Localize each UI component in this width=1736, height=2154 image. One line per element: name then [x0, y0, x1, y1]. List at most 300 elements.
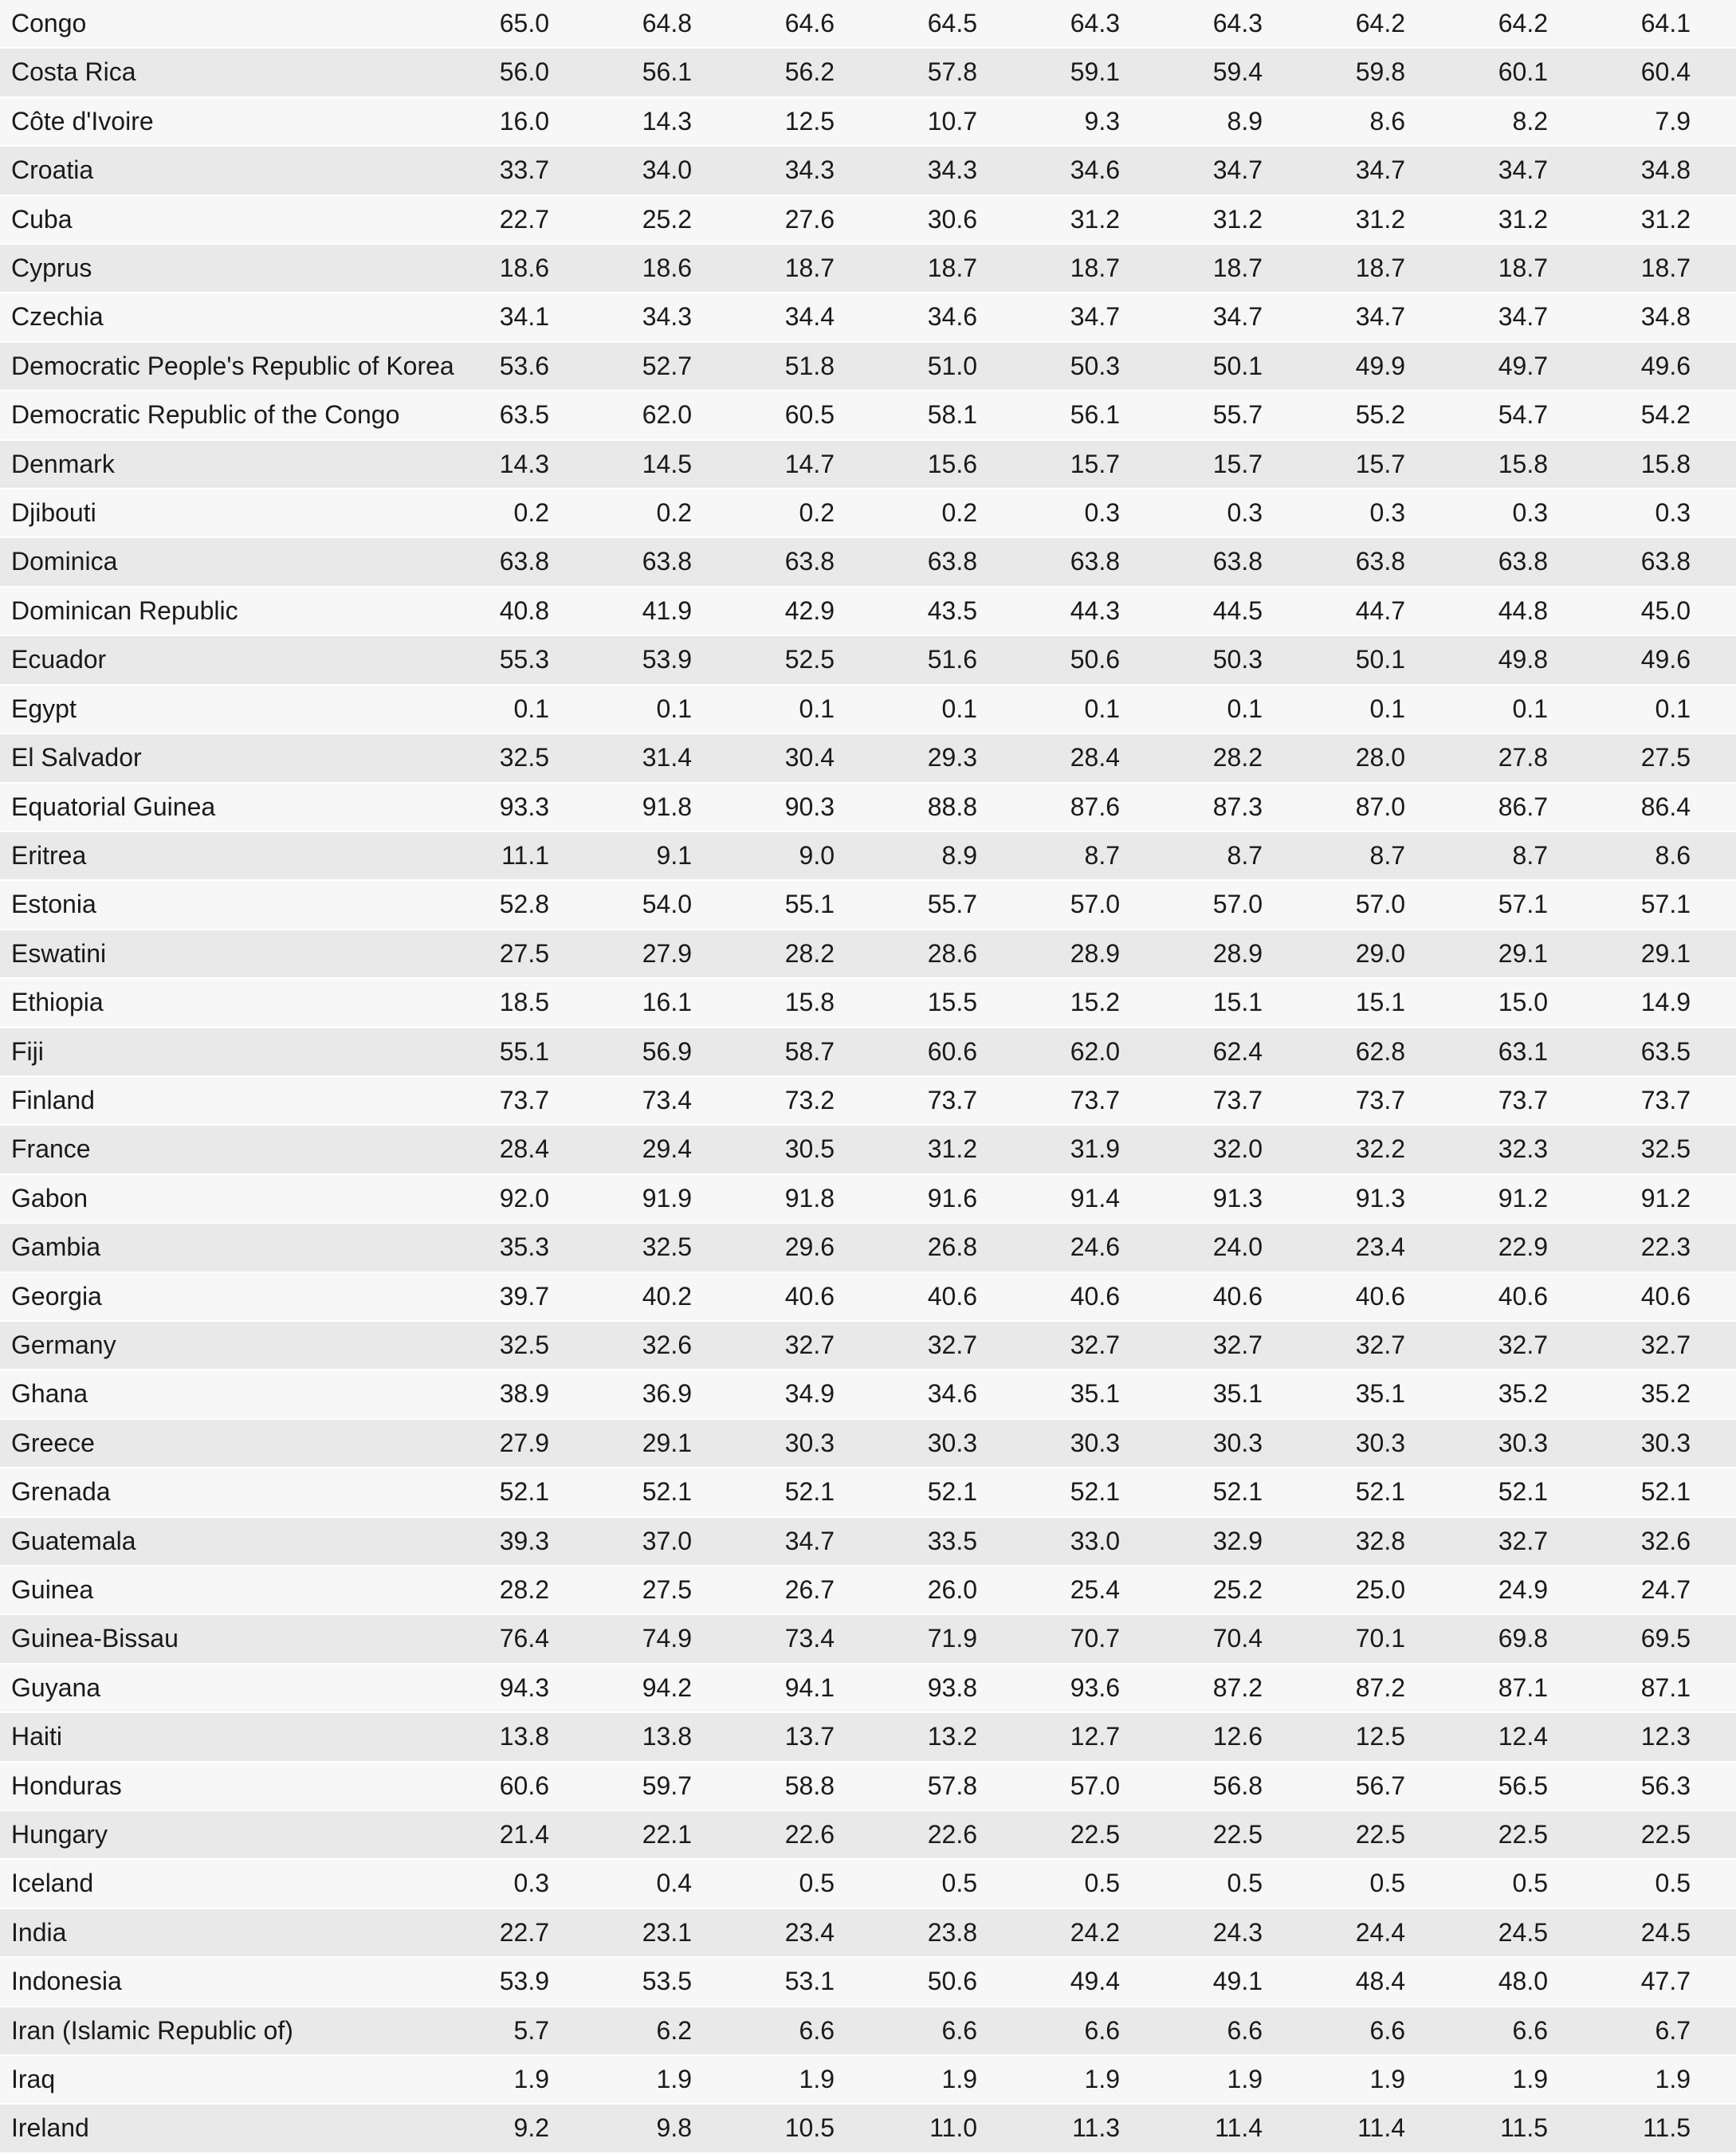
row-spacer [1691, 1370, 1736, 1418]
row-spacer [1691, 48, 1736, 96]
value-cell: 64.2 [1263, 0, 1405, 48]
value-cell: 26.8 [835, 1223, 977, 1272]
country-cell: Estonia [0, 880, 407, 929]
value-cell: 55.3 [407, 635, 549, 684]
table-row [0, 293, 1736, 341]
country-cell: France [0, 1125, 407, 1173]
value-cell: 57.8 [835, 1762, 977, 1810]
value-cell: 31.2 [835, 1125, 977, 1173]
value-cell: 34.7 [1405, 146, 1548, 195]
country-cell: Dominica [0, 537, 407, 586]
row-spacer [1691, 1419, 1736, 1468]
row-spacer [1691, 244, 1736, 293]
value-cell: 59.4 [1120, 48, 1263, 96]
value-cell: 63.8 [692, 537, 835, 586]
country-cell: Germany [0, 1321, 407, 1370]
value-cell: 87.3 [1120, 783, 1263, 831]
value-cell: 87.2 [1120, 1664, 1263, 1712]
value-cell: 24.4 [1263, 1908, 1405, 1957]
value-cell: 56.5 [1405, 1762, 1548, 1810]
value-cell: 52.5 [692, 635, 835, 684]
table-row [0, 1174, 1736, 1223]
value-cell: 29.6 [692, 1223, 835, 1272]
table-row [0, 831, 1736, 880]
value-cell: 31.4 [549, 733, 692, 782]
table-row [0, 1614, 1736, 1663]
row-spacer [1691, 1174, 1736, 1223]
value-cell: 15.7 [977, 440, 1120, 489]
country-cell: Guyana [0, 1664, 407, 1712]
value-cell: 0.1 [1120, 685, 1263, 733]
table-row [0, 537, 1736, 586]
value-cell: 60.5 [692, 391, 835, 439]
value-cell: 1.9 [1120, 2055, 1263, 2104]
value-cell: 15.1 [1120, 978, 1263, 1027]
row-spacer [1691, 97, 1736, 146]
value-cell: 56.2 [692, 48, 835, 96]
table-row [0, 1125, 1736, 1173]
value-cell: 10.5 [692, 2104, 835, 2152]
value-cell: 51.0 [835, 342, 977, 391]
value-cell: 34.6 [977, 146, 1120, 195]
value-cell: 15.1 [1263, 978, 1405, 1027]
value-cell: 22.7 [407, 1908, 549, 1957]
value-cell: 91.8 [692, 1174, 835, 1223]
value-cell: 29.4 [549, 1125, 692, 1173]
table-row [0, 2007, 1736, 2055]
value-cell: 8.9 [1120, 97, 1263, 146]
row-spacer [1691, 1223, 1736, 1272]
value-cell: 18.6 [549, 244, 692, 293]
value-cell: 22.7 [407, 195, 549, 244]
value-cell: 30.3 [1405, 1419, 1548, 1468]
row-spacer [1691, 733, 1736, 782]
value-cell: 9.1 [549, 831, 692, 880]
country-cell: Guatemala [0, 1517, 407, 1566]
table-row [0, 97, 1736, 146]
value-cell: 60.4 [1548, 48, 1691, 96]
value-cell: 8.9 [835, 831, 977, 880]
row-spacer [1691, 146, 1736, 195]
value-cell: 39.7 [407, 1272, 549, 1321]
country-cell: Côte d'Ivoire [0, 97, 407, 146]
value-cell: 32.6 [1548, 1517, 1691, 1566]
value-cell: 52.1 [549, 1468, 692, 1516]
table-row [0, 1517, 1736, 1566]
value-cell: 56.1 [549, 48, 692, 96]
value-cell: 32.3 [1405, 1125, 1548, 1173]
value-cell: 0.1 [549, 685, 692, 733]
value-cell: 63.8 [1405, 537, 1548, 586]
value-cell: 29.1 [549, 1419, 692, 1468]
value-cell: 73.4 [549, 1076, 692, 1125]
table-row [0, 1810, 1736, 1859]
value-cell: 57.1 [1405, 880, 1548, 929]
value-cell: 86.4 [1548, 783, 1691, 831]
value-cell: 26.0 [835, 1566, 977, 1614]
row-spacer [1691, 1712, 1736, 1761]
value-cell: 32.7 [1405, 1321, 1548, 1370]
value-cell: 57.0 [977, 1762, 1120, 1810]
value-cell: 15.6 [835, 440, 977, 489]
value-cell: 1.9 [1263, 2055, 1405, 2104]
country-cell: Ecuador [0, 635, 407, 684]
country-cell: Indonesia [0, 1957, 407, 2006]
value-cell: 0.3 [407, 1859, 549, 1908]
value-cell: 70.7 [977, 1614, 1120, 1663]
value-cell: 40.2 [549, 1272, 692, 1321]
country-cell: Cuba [0, 195, 407, 244]
table-row [0, 1419, 1736, 1468]
country-cell: Denmark [0, 440, 407, 489]
table-row [0, 1957, 1736, 2006]
value-cell: 9.0 [692, 831, 835, 880]
country-cell: Honduras [0, 1762, 407, 1810]
row-spacer [1691, 1614, 1736, 1663]
value-cell: 0.5 [1405, 1859, 1548, 1908]
value-cell: 49.6 [1548, 342, 1691, 391]
country-cell: Guinea [0, 1566, 407, 1614]
value-cell: 29.1 [1548, 930, 1691, 978]
country-cell: Ghana [0, 1370, 407, 1418]
value-cell: 55.7 [835, 880, 977, 929]
value-cell: 32.6 [549, 1321, 692, 1370]
row-spacer [1691, 1076, 1736, 1125]
value-cell: 64.3 [1120, 0, 1263, 48]
value-cell: 64.3 [977, 0, 1120, 48]
value-cell: 73.7 [1405, 1076, 1548, 1125]
value-cell: 49.4 [977, 1957, 1120, 2006]
value-cell: 28.6 [835, 930, 977, 978]
value-cell: 40.6 [977, 1272, 1120, 1321]
value-cell: 62.0 [549, 391, 692, 439]
value-cell: 42.9 [692, 587, 835, 635]
country-cell: Djibouti [0, 489, 407, 537]
value-cell: 32.7 [1263, 1321, 1405, 1370]
value-cell: 22.5 [1120, 1810, 1263, 1859]
value-cell: 48.0 [1405, 1957, 1548, 2006]
value-cell: 12.7 [977, 1712, 1120, 1761]
country-cell: Iraq [0, 2055, 407, 2104]
value-cell: 44.3 [977, 587, 1120, 635]
value-cell: 27.9 [549, 930, 692, 978]
country-cell: Guinea-Bissau [0, 1614, 407, 1663]
value-cell: 34.0 [549, 146, 692, 195]
table-row [0, 1370, 1736, 1418]
value-cell: 73.4 [692, 1614, 835, 1663]
value-cell: 30.3 [1548, 1419, 1691, 1468]
value-cell: 30.3 [835, 1419, 977, 1468]
table-row [0, 2104, 1736, 2152]
value-cell: 60.1 [1405, 48, 1548, 96]
value-cell: 29.1 [1405, 930, 1548, 978]
value-cell: 44.5 [1120, 587, 1263, 635]
value-cell: 94.2 [549, 1664, 692, 1712]
value-cell: 23.1 [549, 1908, 692, 1957]
value-cell: 52.1 [835, 1468, 977, 1516]
value-cell: 91.2 [1548, 1174, 1691, 1223]
value-cell: 59.7 [549, 1762, 692, 1810]
value-cell: 23.8 [835, 1908, 977, 1957]
country-cell: Gabon [0, 1174, 407, 1223]
value-cell: 32.0 [1120, 1125, 1263, 1173]
table-row [0, 48, 1736, 96]
value-cell: 15.8 [1548, 440, 1691, 489]
value-cell: 88.8 [835, 783, 977, 831]
value-cell: 8.7 [1120, 831, 1263, 880]
value-cell: 44.7 [1263, 587, 1405, 635]
value-cell: 15.7 [1120, 440, 1263, 489]
value-cell: 15.7 [1263, 440, 1405, 489]
value-cell: 40.6 [1120, 1272, 1263, 1321]
value-cell: 18.7 [1120, 244, 1263, 293]
value-cell: 34.3 [549, 293, 692, 341]
table-row [0, 489, 1736, 537]
value-cell: 27.5 [1548, 733, 1691, 782]
value-cell: 57.0 [977, 880, 1120, 929]
value-cell: 28.9 [977, 930, 1120, 978]
value-cell: 0.1 [407, 685, 549, 733]
value-cell: 87.2 [1263, 1664, 1405, 1712]
value-cell: 25.2 [549, 195, 692, 244]
value-cell: 31.2 [1120, 195, 1263, 244]
value-cell: 22.6 [692, 1810, 835, 1859]
value-cell: 38.9 [407, 1370, 549, 1418]
value-cell: 10.7 [835, 97, 977, 146]
country-cell: Costa Rica [0, 48, 407, 96]
value-cell: 59.1 [977, 48, 1120, 96]
value-cell: 0.3 [977, 489, 1120, 537]
value-cell: 52.8 [407, 880, 549, 929]
country-cell: El Salvador [0, 733, 407, 782]
row-spacer [1691, 1810, 1736, 1859]
country-cell: Finland [0, 1076, 407, 1125]
value-cell: 73.7 [977, 1076, 1120, 1125]
value-cell: 53.6 [407, 342, 549, 391]
value-cell: 27.9 [407, 1419, 549, 1468]
value-cell: 32.2 [1263, 1125, 1405, 1173]
value-cell: 34.3 [692, 146, 835, 195]
value-cell: 52.1 [1405, 1468, 1548, 1516]
value-cell: 49.7 [1405, 342, 1548, 391]
row-spacer [1691, 489, 1736, 537]
value-cell: 11.4 [1120, 2104, 1263, 2152]
country-cell: Democratic People's Republic of Korea [0, 342, 407, 391]
table-row [0, 635, 1736, 684]
value-cell: 15.8 [1405, 440, 1548, 489]
value-cell: 0.5 [692, 1859, 835, 1908]
value-cell: 32.7 [977, 1321, 1120, 1370]
table-row [0, 978, 1736, 1027]
value-cell: 73.7 [407, 1076, 549, 1125]
value-cell: 50.6 [977, 635, 1120, 684]
table-row [0, 1566, 1736, 1614]
value-cell: 63.1 [1405, 1028, 1548, 1076]
row-spacer [1691, 587, 1736, 635]
value-cell: 63.8 [835, 537, 977, 586]
value-cell: 31.2 [1405, 195, 1548, 244]
value-cell: 71.9 [835, 1614, 977, 1663]
value-cell: 34.7 [1263, 293, 1405, 341]
value-cell: 35.3 [407, 1223, 549, 1272]
value-cell: 63.8 [1120, 537, 1263, 586]
value-cell: 25.2 [1120, 1566, 1263, 1614]
value-cell: 0.1 [1405, 685, 1548, 733]
table-row [0, 2055, 1736, 2104]
value-cell: 30.6 [835, 195, 977, 244]
value-cell: 22.5 [1263, 1810, 1405, 1859]
value-cell: 0.2 [407, 489, 549, 537]
country-cell: Ireland [0, 2104, 407, 2152]
value-cell: 32.7 [1405, 1517, 1548, 1566]
value-cell: 14.9 [1548, 978, 1691, 1027]
row-spacer [1691, 1272, 1736, 1321]
value-cell: 30.5 [692, 1125, 835, 1173]
value-cell: 22.5 [1405, 1810, 1548, 1859]
value-cell: 40.6 [1548, 1272, 1691, 1321]
value-cell: 32.7 [1120, 1321, 1263, 1370]
value-cell: 11.3 [977, 2104, 1120, 2152]
value-cell: 34.9 [692, 1370, 835, 1418]
value-cell: 15.2 [977, 978, 1120, 1027]
country-cell: Iceland [0, 1859, 407, 1908]
row-spacer [1691, 1125, 1736, 1173]
table-row [0, 1908, 1736, 1957]
value-cell: 60.6 [407, 1762, 549, 1810]
country-cell: Equatorial Guinea [0, 783, 407, 831]
value-cell: 23.4 [1263, 1223, 1405, 1272]
value-cell: 29.3 [835, 733, 977, 782]
row-spacer [1691, 2007, 1736, 2055]
value-cell: 22.5 [1548, 1810, 1691, 1859]
row-spacer [1691, 1762, 1736, 1810]
value-cell: 51.6 [835, 635, 977, 684]
row-spacer [1691, 1664, 1736, 1712]
value-cell: 18.7 [1263, 244, 1405, 293]
value-cell: 0.2 [692, 489, 835, 537]
value-cell: 0.1 [977, 685, 1120, 733]
value-cell: 1.9 [835, 2055, 977, 2104]
value-cell: 11.4 [1263, 2104, 1405, 2152]
value-cell: 53.5 [549, 1957, 692, 2006]
value-cell: 34.6 [835, 1370, 977, 1418]
value-cell: 51.8 [692, 342, 835, 391]
value-cell: 0.3 [1405, 489, 1548, 537]
value-cell: 33.0 [977, 1517, 1120, 1566]
value-cell: 63.8 [977, 537, 1120, 586]
value-cell: 70.1 [1263, 1614, 1405, 1663]
value-cell: 64.5 [835, 0, 977, 48]
value-cell: 18.7 [1548, 244, 1691, 293]
value-cell: 56.8 [1120, 1762, 1263, 1810]
value-cell: 55.1 [692, 880, 835, 929]
value-cell: 34.3 [835, 146, 977, 195]
value-cell: 30.3 [1120, 1419, 1263, 1468]
value-cell: 31.9 [977, 1125, 1120, 1173]
value-cell: 58.7 [692, 1028, 835, 1076]
value-cell: 9.2 [407, 2104, 549, 2152]
value-cell: 86.7 [1405, 783, 1548, 831]
value-cell: 73.7 [835, 1076, 977, 1125]
country-cell: Ethiopia [0, 978, 407, 1027]
value-cell: 34.6 [835, 293, 977, 341]
value-cell: 0.1 [692, 685, 835, 733]
value-cell: 62.8 [1263, 1028, 1405, 1076]
value-cell: 28.2 [1120, 733, 1263, 782]
row-spacer [1691, 1517, 1736, 1566]
value-cell: 24.7 [1548, 1566, 1691, 1614]
value-cell: 27.6 [692, 195, 835, 244]
value-cell: 8.2 [1405, 97, 1548, 146]
value-cell: 22.9 [1405, 1223, 1548, 1272]
value-cell: 33.7 [407, 146, 549, 195]
value-cell: 53.9 [549, 635, 692, 684]
country-cell: Gambia [0, 1223, 407, 1272]
value-cell: 55.2 [1263, 391, 1405, 439]
value-cell: 1.9 [407, 2055, 549, 2104]
table-row [0, 1664, 1736, 1712]
value-cell: 76.4 [407, 1614, 549, 1663]
value-cell: 52.1 [977, 1468, 1120, 1516]
value-cell: 40.6 [692, 1272, 835, 1321]
value-cell: 35.2 [1405, 1370, 1548, 1418]
value-cell: 0.1 [1263, 685, 1405, 733]
table-row [0, 1076, 1736, 1125]
value-cell: 1.9 [1405, 2055, 1548, 2104]
value-cell: 11.1 [407, 831, 549, 880]
value-cell: 37.0 [549, 1517, 692, 1566]
value-cell: 34.7 [1405, 293, 1548, 341]
value-cell: 11.5 [1548, 2104, 1691, 2152]
value-cell: 55.7 [1120, 391, 1263, 439]
table-row [0, 880, 1736, 929]
row-spacer [1691, 1028, 1736, 1076]
value-cell: 58.1 [835, 391, 977, 439]
value-cell: 48.4 [1263, 1957, 1405, 2006]
value-cell: 35.1 [977, 1370, 1120, 1418]
value-cell: 63.8 [1263, 537, 1405, 586]
value-cell: 55.1 [407, 1028, 549, 1076]
value-cell: 49.8 [1405, 635, 1548, 684]
value-cell: 6.7 [1548, 2007, 1691, 2055]
value-cell: 50.1 [1120, 342, 1263, 391]
value-cell: 34.4 [692, 293, 835, 341]
value-cell: 30.3 [977, 1419, 1120, 1468]
value-cell: 26.7 [692, 1566, 835, 1614]
value-cell: 12.3 [1548, 1712, 1691, 1761]
value-cell: 0.4 [549, 1859, 692, 1908]
value-cell: 14.7 [692, 440, 835, 489]
value-cell: 54.2 [1548, 391, 1691, 439]
row-spacer [1691, 0, 1736, 48]
value-cell: 73.2 [692, 1076, 835, 1125]
value-cell: 0.3 [1263, 489, 1405, 537]
country-cell: India [0, 1908, 407, 1957]
value-cell: 15.8 [692, 978, 835, 1027]
value-cell: 49.1 [1120, 1957, 1263, 2006]
country-cell: Czechia [0, 293, 407, 341]
value-cell: 50.3 [1120, 635, 1263, 684]
row-spacer [1691, 342, 1736, 391]
value-cell: 28.2 [692, 930, 835, 978]
value-cell: 40.8 [407, 587, 549, 635]
table-row [0, 930, 1736, 978]
value-cell: 0.5 [977, 1859, 1120, 1908]
table-row [0, 1468, 1736, 1516]
country-cell: Dominican Republic [0, 587, 407, 635]
value-cell: 30.3 [692, 1419, 835, 1468]
value-cell: 36.9 [549, 1370, 692, 1418]
